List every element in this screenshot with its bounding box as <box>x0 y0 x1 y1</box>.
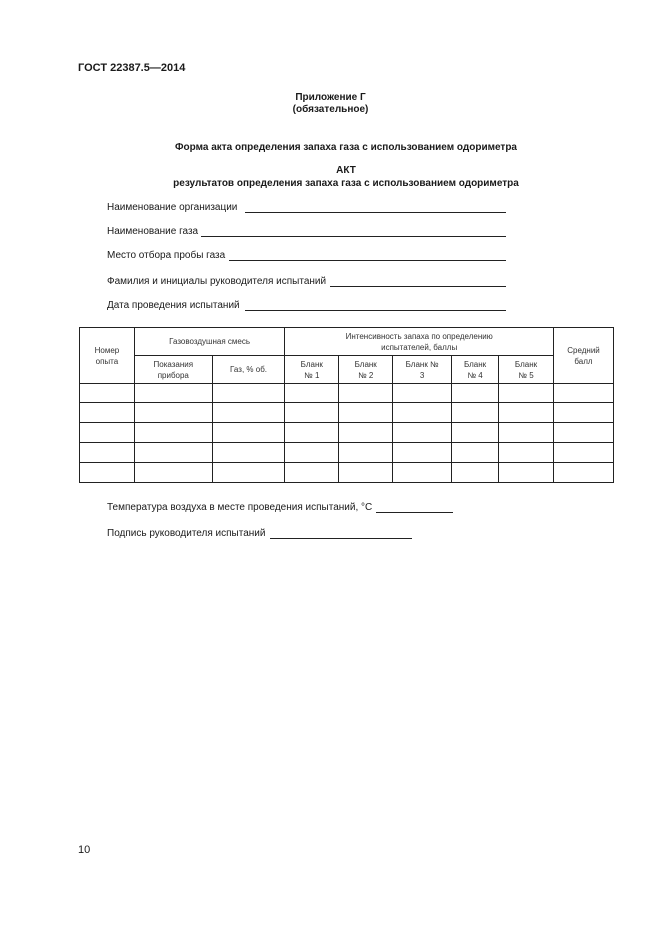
table-cell[interactable] <box>499 403 554 423</box>
header-blank-1: Бланк № 1 <box>285 356 339 384</box>
field-organization-label: Наименование организации <box>107 202 238 213</box>
table-cell[interactable] <box>212 384 285 403</box>
header-blank-3: Бланк № 3 <box>393 356 452 384</box>
table-cell[interactable] <box>80 403 135 423</box>
annex-status: (обязательное) <box>292 104 369 115</box>
table-cell[interactable] <box>339 384 393 403</box>
header-instrument-reading: Показания прибора <box>134 356 212 384</box>
table-row <box>80 423 614 443</box>
table-cell[interactable] <box>339 463 393 483</box>
annex-title: Приложение Г <box>295 92 366 103</box>
table-cell[interactable] <box>393 463 452 483</box>
field-sampling-place-label: Место отбора пробы газа <box>107 250 226 261</box>
table-cell[interactable] <box>285 384 339 403</box>
header-blank-2: Бланк № 2 <box>339 356 393 384</box>
table-cell[interactable] <box>80 443 135 463</box>
header-odor-intensity: Интенсивность запаха по определению испытателей, баллы <box>285 328 554 356</box>
field-test-date-label: Дата проведения испытаний <box>107 300 240 311</box>
table-cell[interactable] <box>339 443 393 463</box>
table-cell[interactable] <box>499 423 554 443</box>
table-cell[interactable] <box>80 423 135 443</box>
table-cell[interactable] <box>339 403 393 423</box>
act-subtitle: результатов определения запаха газа с использованием одориметра <box>173 178 519 189</box>
table-cell[interactable] <box>499 443 554 463</box>
table-cell[interactable] <box>393 403 452 423</box>
page-number: 10 <box>78 844 91 856</box>
header-gas-percent: Газ, % об. <box>212 356 285 384</box>
table-cell[interactable] <box>80 384 135 403</box>
table-cell[interactable] <box>452 384 499 403</box>
table-cell[interactable] <box>393 443 452 463</box>
table-cell[interactable] <box>285 403 339 423</box>
table-cell[interactable] <box>339 423 393 443</box>
field-organization-line[interactable] <box>245 212 506 213</box>
results-table <box>79 327 614 483</box>
header-blank-5: Бланк № 5 <box>499 356 554 384</box>
table-cell[interactable] <box>134 384 212 403</box>
table-cell[interactable] <box>452 463 499 483</box>
table-cell[interactable] <box>452 423 499 443</box>
table-cell[interactable] <box>285 443 339 463</box>
table-cell[interactable] <box>452 403 499 423</box>
field-test-leader-label: Фамилия и инициалы руководителя испытаний <box>107 276 327 287</box>
field-test-date-line[interactable] <box>245 310 506 311</box>
table-cell[interactable] <box>134 443 212 463</box>
table-row <box>80 443 614 463</box>
table-cell[interactable] <box>212 423 285 443</box>
table-cell[interactable] <box>393 384 452 403</box>
header-blank-4: Бланк № 4 <box>452 356 499 384</box>
table-cell[interactable] <box>134 463 212 483</box>
temperature-line[interactable] <box>376 512 453 513</box>
table-row <box>80 403 614 423</box>
table-cell[interactable] <box>554 463 614 483</box>
act-title: АКТ <box>336 165 356 176</box>
table-cell[interactable] <box>285 463 339 483</box>
field-sampling-place-line[interactable] <box>229 260 506 261</box>
table-cell[interactable] <box>393 423 452 443</box>
standard-code: ГОСТ 22387.5—2014 <box>78 62 186 74</box>
table-cell[interactable] <box>554 443 614 463</box>
header-number: Номер опыта <box>80 328 135 384</box>
field-gas-name-label: Наименование газа <box>107 226 199 237</box>
signature-label: Подпись руководителя испытаний <box>107 528 266 539</box>
table-cell[interactable] <box>554 423 614 443</box>
table-cell[interactable] <box>80 463 135 483</box>
header-average-score: Средний балл <box>554 328 614 384</box>
table-cell[interactable] <box>452 443 499 463</box>
field-gas-name-line[interactable] <box>201 236 506 237</box>
header-gas-air-mixture: Газовоздушная смесь <box>134 328 284 356</box>
form-title: Форма акта определения запаха газа с использованием одориметра <box>174 142 517 153</box>
table-cell[interactable] <box>212 463 285 483</box>
table-cell[interactable] <box>212 443 285 463</box>
table-cell[interactable] <box>134 403 212 423</box>
table-cell[interactable] <box>285 423 339 443</box>
table-row <box>80 384 614 403</box>
table-cell[interactable] <box>499 463 554 483</box>
table-cell[interactable] <box>554 403 614 423</box>
table-cell[interactable] <box>134 423 212 443</box>
field-test-leader-line[interactable] <box>330 286 506 287</box>
table-row <box>80 463 614 483</box>
table-cell[interactable] <box>554 384 614 403</box>
table-cell[interactable] <box>212 403 285 423</box>
signature-line[interactable] <box>270 538 412 539</box>
temperature-label: Температура воздуха в месте проведения испытаний, °С <box>107 502 373 513</box>
table-cell[interactable] <box>499 384 554 403</box>
